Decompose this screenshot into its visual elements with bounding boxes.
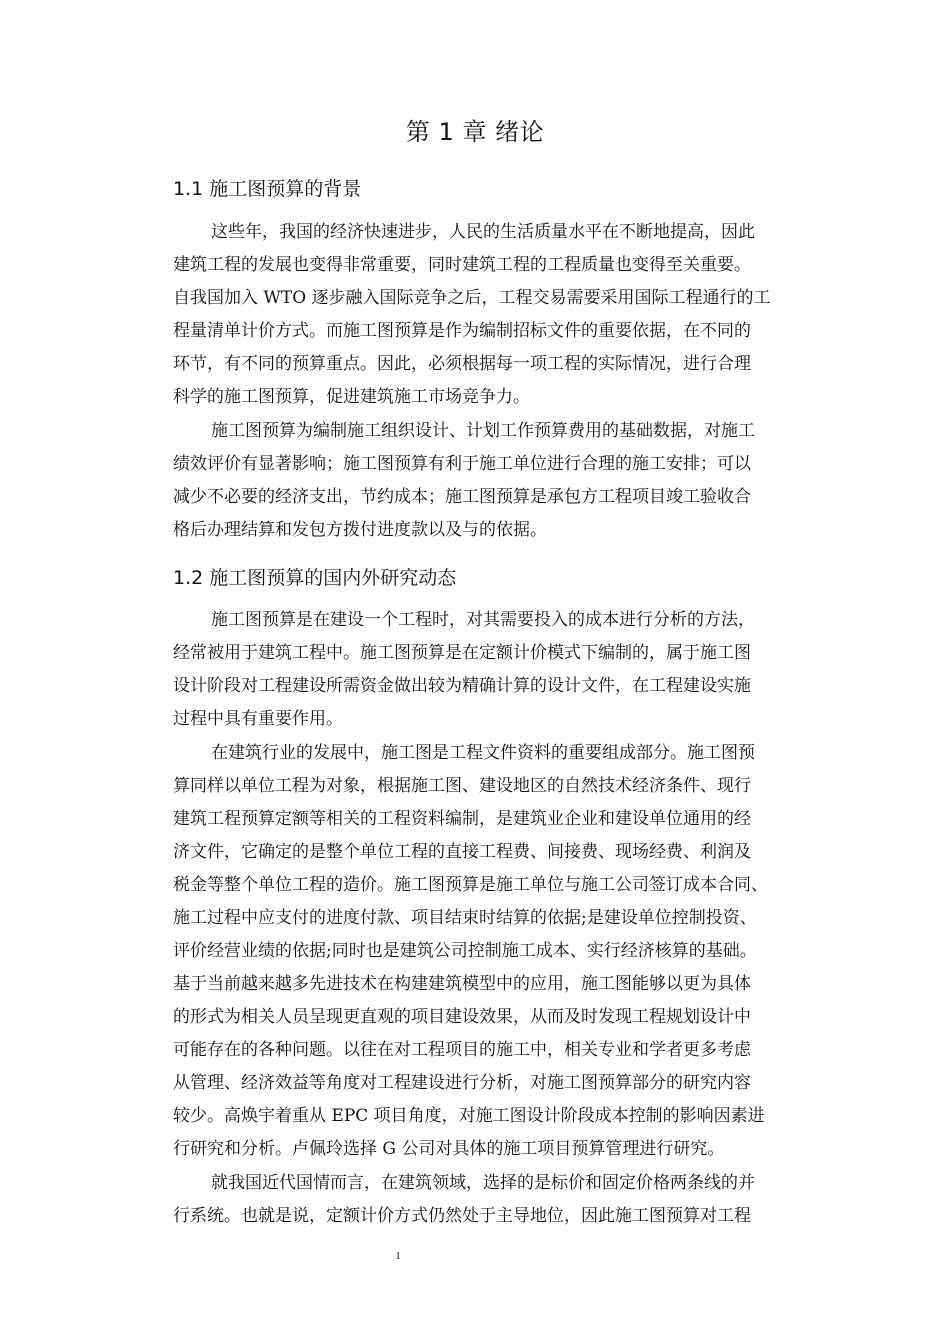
paragraph-line: 设计阶段对工程建设所需资金做出较为精确计算的设计文件，在工程建设实施 bbox=[173, 676, 751, 696]
paragraph-line: 建筑工程预算定额等相关的工程资料编制，是建筑业企业和建设单位通用的经 bbox=[173, 809, 751, 829]
paragraph-line: 行研究和分析。卢佩玲选择 G 公司对具体的施工项目预算管理进行研究。 bbox=[173, 1139, 725, 1159]
paragraph-line: 自我国加入 WTO 逐步融入国际竞争之后，工程交易需要采用国际工程通行的工 bbox=[173, 288, 771, 308]
paragraph-line: 行系统。也就是说，定额计价方式仍然处于主导地位，因此施工图预算对工程 bbox=[173, 1206, 751, 1226]
paragraph bbox=[173, 737, 841, 1166]
paragraph bbox=[173, 415, 841, 547]
section-title: 1.2 施工图预算的国内外研究动态 bbox=[173, 567, 457, 589]
paragraph-line: 这些年，我国的经济快速进步，人民的生活质量水平在不断地提高，因此 bbox=[211, 222, 755, 242]
paragraph-line: 施工过程中应支付的进度付款、项目结束时结算的依据;是建设单位控制投资、 bbox=[173, 908, 757, 928]
paragraph-line: 绩效评价有显著影响；施工图预算有利于施工单位进行合理的施工安排；可以 bbox=[173, 454, 751, 474]
paragraph bbox=[173, 1167, 841, 1233]
paragraph-line: 环节，有不同的预算重点。因此，必须根据每一项工程的实际情况，进行合理 bbox=[173, 354, 751, 374]
paragraph bbox=[173, 216, 841, 414]
paragraph-line: 基于当前越来越多先进技术在构建建筑模型中的应用，施工图能够以更为具体 bbox=[173, 974, 751, 994]
paragraph-line: 算同样以单位工程为对象，根据施工图、建设地区的自然技术经济条件、现行 bbox=[173, 776, 751, 796]
paragraph-line: 科学的施工图预算，促进建筑施工市场竞争力。 bbox=[173, 387, 530, 407]
paragraph-line: 施工图预算为编制施工组织设计、计划工作预算费用的基础数据，对施工 bbox=[211, 421, 755, 441]
paragraph-line: 从管理、经济效益等角度对工程建设进行分析，对施工图预算部分的研究内容 bbox=[173, 1073, 751, 1093]
paragraph-line: 就我国近代国情而言，在建筑领域，选择的是标价和固定价格两条线的并 bbox=[211, 1173, 755, 1193]
paragraph-line: 程量清单计价方式。而施工图预算是作为编制招标文件的重要依据，在不同的 bbox=[173, 321, 751, 341]
paragraph bbox=[173, 604, 841, 736]
paragraph-line: 经常被用于建筑工程中。施工图预算是在定额计价模式下编制的，属于施工图 bbox=[173, 643, 751, 663]
paragraph-line: 较少。高焕宇着重从 EPC 项目角度，对施工图设计阶段成本控制的影响因素进 bbox=[173, 1106, 765, 1126]
paragraph-line: 过程中具有重要作用。 bbox=[173, 709, 343, 729]
paragraph-line: 可能存在的各种问题。以往在对工程项目的施工中，相关专业和学者更多考虑 bbox=[173, 1040, 751, 1060]
paragraph-line: 施工图预算是在建设一个工程时，对其需要投入的成本进行分析的方法， bbox=[211, 610, 755, 630]
paragraph-line: 减少不必要的经济支出，节约成本；施工图预算是承包方工程项目竣工验收合 bbox=[173, 487, 751, 507]
paragraph-line: 格后办理结算和发包方拨付进度款以及与的依据。 bbox=[173, 520, 547, 540]
section-title: 1.1 施工图预算的背景 bbox=[173, 178, 362, 200]
paragraph-line: 济文件，它确定的是整个单位工程的直接工程费、间接费、现场经费、利润及 bbox=[173, 842, 751, 862]
paragraph-line: 建筑工程的发展也变得非常重要，同时建筑工程的工程质量也变得至关重要。 bbox=[173, 255, 751, 275]
paragraph-line: 在建筑行业的发展中，施工图是工程文件资料的重要组成部分。施工图预 bbox=[211, 743, 755, 763]
page-number: 1 bbox=[395, 1250, 401, 1262]
paragraph-line: 评价经营业绩的依据;同时也是建筑公司控制施工成本、实行经济核算的基础。 bbox=[173, 941, 757, 961]
chapter-title: 第 1 章 绪论 bbox=[405, 118, 545, 146]
paragraph-line: 的形式为相关人员呈现更直观的项目建设效果，从而及时发现工程规划设计中 bbox=[173, 1007, 751, 1027]
paragraph-line: 税金等整个单位工程的造价。施工图预算是施工单位与施工公司签订成本合同、 bbox=[173, 875, 768, 895]
